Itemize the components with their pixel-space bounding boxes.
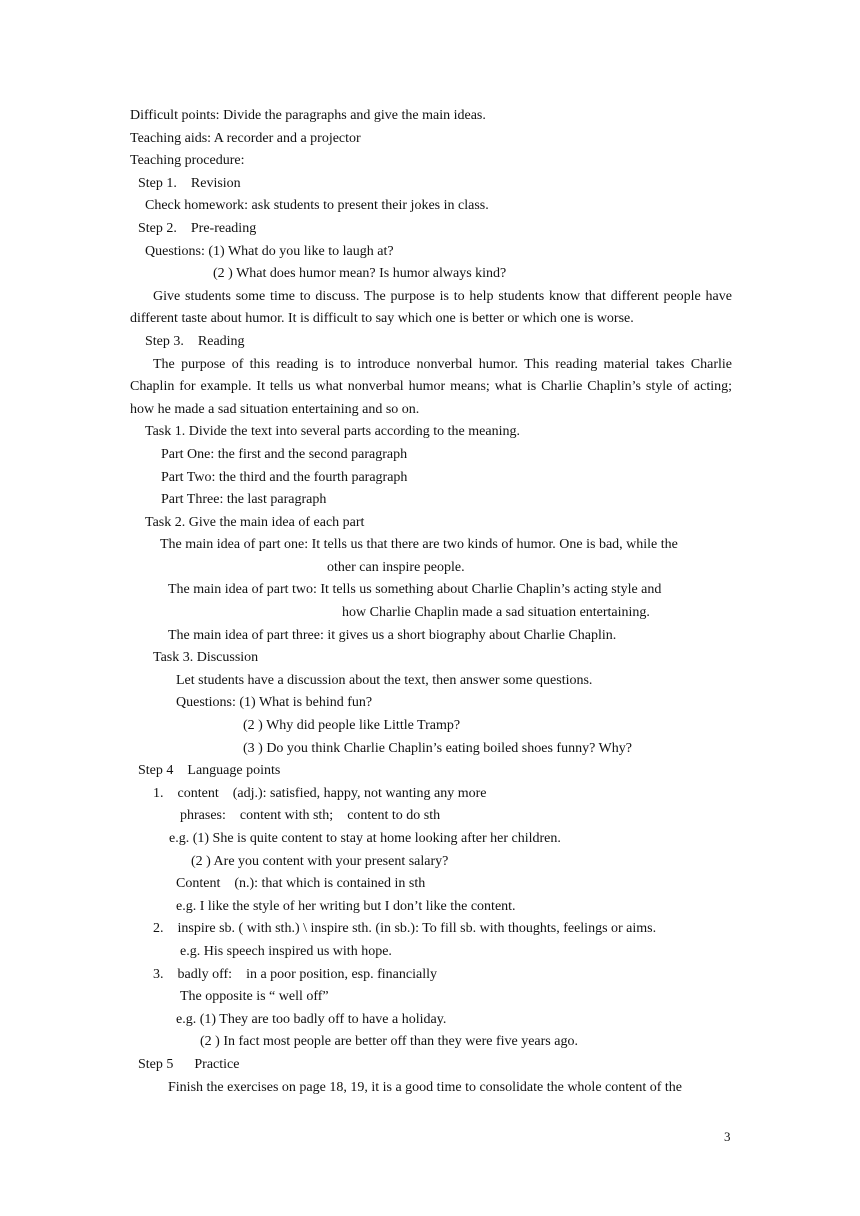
task-1-heading: Task 1. Divide the text into several parts according to the meaning. [145,424,520,440]
point-2: 2. inspire sb. ( with sth.) \ inspire sth. (in sb.): To fill sb. with thoughts, feelings or aims. [153,921,657,937]
step-1-heading: Step 1. Revision [138,175,241,191]
point-1: 1. content (adj.): satisfied, happy, not wanting any more [153,785,487,801]
lesson-plan-body [130,105,732,1099]
page-number: 3 [724,1129,731,1144]
discussion-question-2: (2 ) Why did people like Little Tramp? [243,718,461,734]
point-3: 3. badly off: in a poor position, esp. financially [153,966,437,982]
reading-purpose-paragraph: The purpose of this reading is to introduce nonverbal humor. This reading material takes Charlie Chaplin for example. It tells us what nonverbal humor means; what is Charlie Chaplin’s style of acting; how he made a sad situation entertaining and so on. [130,356,732,417]
point-3-example-1: e.g. (1) They are too badly off to have a holiday. [176,1011,447,1027]
discussion-instruction: Let students have a discussion about the text, then answer some questions. [176,672,593,688]
step-2-heading: Step 2. Pre-reading [138,220,257,236]
step-3-heading: Step 3. Reading [145,333,245,349]
discussion-question-1: Questions: (1) What is behind fun? [176,695,373,711]
point-1-example-1: e.g. (1) She is quite content to stay at home looking after her children. [169,831,561,846]
part-three: Part Three: the last paragraph [161,492,327,508]
part-one: Part One: the first and the second paragraph [161,446,408,462]
teaching-procedure-heading: Teaching procedure: [130,153,245,169]
point-3-example-2: (2 ) In fact most people are better off than they were five years ago. [200,1034,578,1050]
main-idea-part-two: The main idea of part two: It tells us something about Charlie Chaplin’s acting style and [168,582,662,598]
main-idea-part-one: The main idea of part one: It tells us that there are two kinds of humor. One is bad, while the [160,537,678,553]
point-1-noun-example: e.g. I like the style of her writing but I don’t like the content. [176,898,516,914]
point-2-example: e.g. His speech inspired us with hope. [180,943,392,959]
main-idea-part-two-cont: how Charlie Chaplin made a sad situation entertaining. [342,605,650,621]
task-2-heading: Task 2. Give the main idea of each part [145,514,365,530]
question-1: Questions: (1) What do you like to laugh at? [145,243,394,259]
step-1-text: Check homework: ask students to present their jokes in class. [145,198,489,214]
point-3-opposite: The opposite is “ well off” [180,989,329,1005]
teaching-aids: Teaching aids: A recorder and a projector [130,130,361,146]
point-1-phrases: phrases: content with sth; content to do sth [180,808,441,824]
task-3-heading: Task 3. Discussion [153,650,259,666]
question-2: (2 ) What does humor mean? Is humor always kind? [213,266,507,282]
discussion-question-3: (3 ) Do you think Charlie Chaplin’s eating boiled shoes funny? Why? [243,740,632,756]
step-5-heading: Step 5 Practice [138,1056,240,1072]
main-idea-part-one-cont: other can inspire people. [327,559,465,575]
practice-text: Finish the exercises on page 18, 19, it is a good time to consolidate the whole content of the [168,1079,683,1095]
step-4-heading: Step 4 Language points [138,763,281,779]
part-two: Part Two: the third and the fourth paragraph [161,469,408,485]
point-1-noun: Content (n.): that which is contained in sth [176,876,426,892]
main-idea-part-three: The main idea of part three: it gives us a short biography about Charlie Chaplin. [168,627,617,643]
point-1-example-2: (2 ) Are you content with your present salary? [191,853,449,869]
discussion-paragraph: Give students some time to discuss. The purpose is to help students know that different people have different taste about humor. It is difficult to say which one is better or which one is worse. [130,288,732,327]
difficult-points: Difficult points: Divide the paragraphs and give the main ideas. [130,108,486,123]
